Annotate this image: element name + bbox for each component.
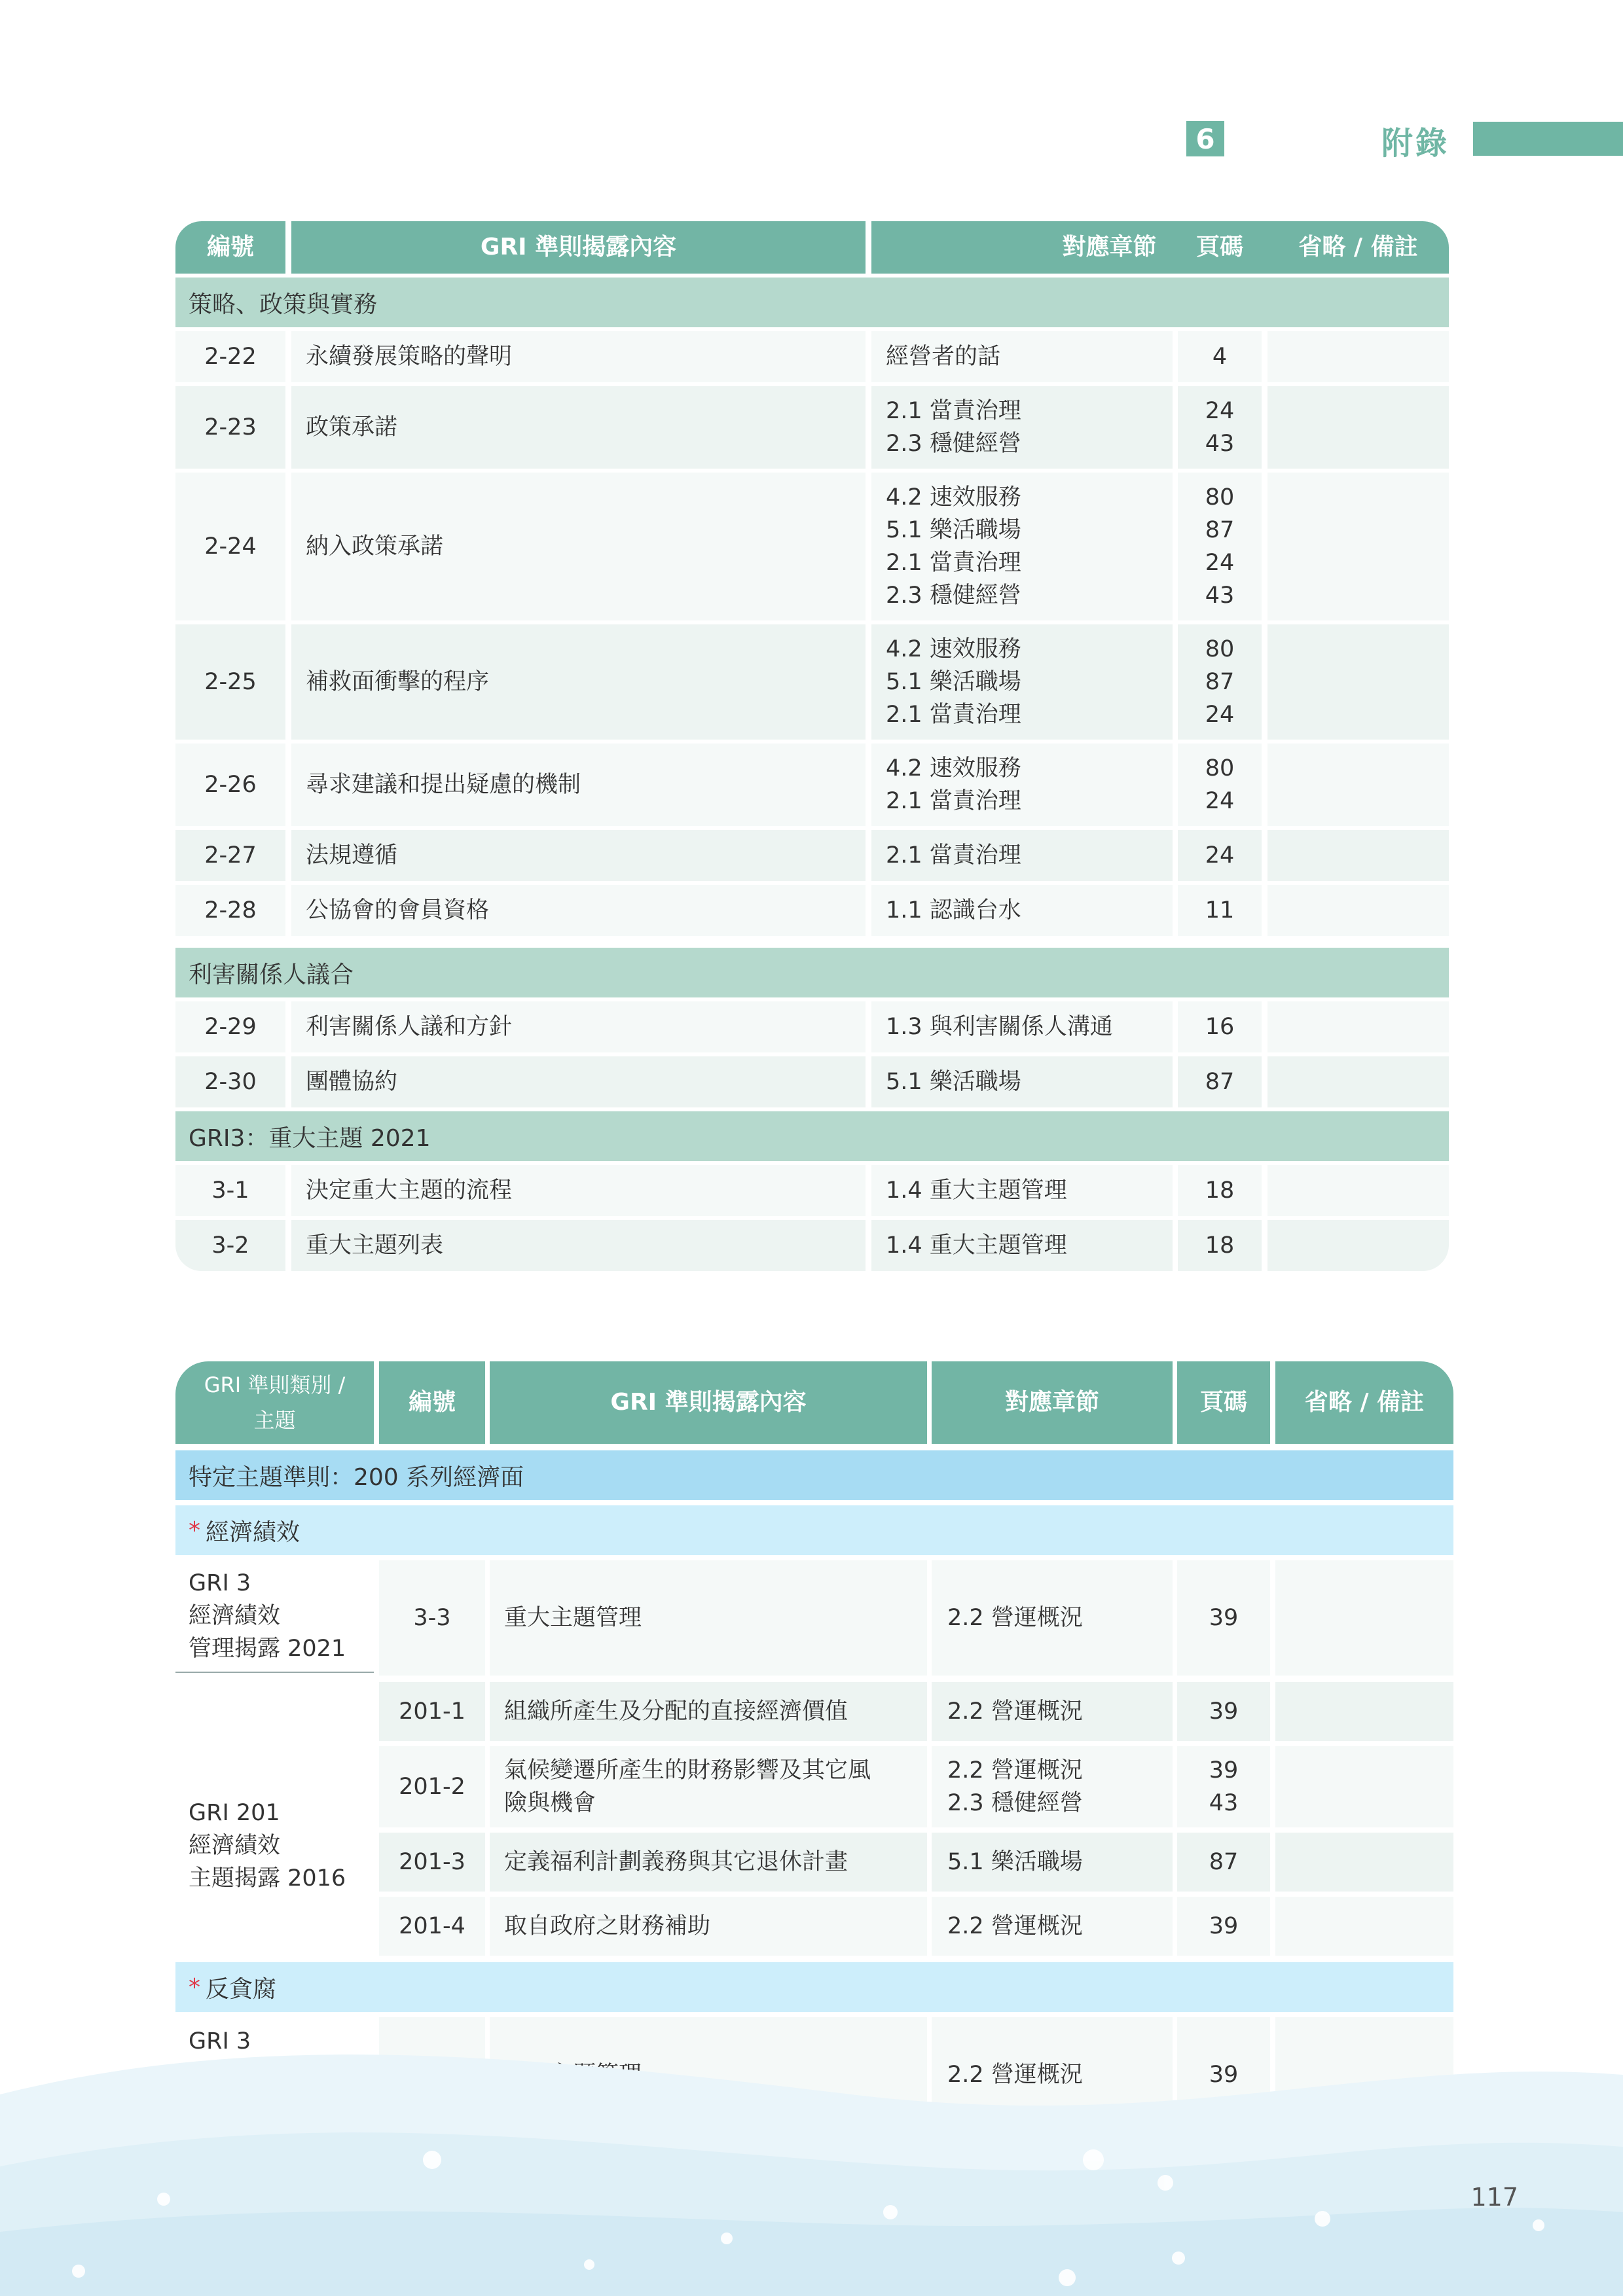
section-row <box>175 278 1449 327</box>
remark-cell <box>1267 624 1449 740</box>
decorative-wave-background <box>0 2016 1623 2296</box>
page-cell: 16 <box>1178 1001 1262 1052</box>
table-row <box>379 1682 1453 1741</box>
chapter-line: 2.1 當責治理 <box>886 702 1021 728</box>
section-row <box>175 1450 1453 1500</box>
chapter-cell: 5.1 樂活職場 <box>932 1833 1173 1892</box>
page-cell: 87 <box>1178 1056 1262 1107</box>
content-cell: 公協會的會員資格 <box>291 885 866 936</box>
content-line: 氣候變遷所產生的財務影響及其它風 <box>504 1757 871 1784</box>
page-line: 43 <box>1209 1790 1239 1816</box>
table-row <box>379 1833 1453 1892</box>
content-cell: 重大主題管理 <box>490 1560 927 1676</box>
subsection-title <box>175 1962 1453 2012</box>
chapter-cell: 1.1 認識台水 <box>871 885 1173 936</box>
gri-index-table-1 <box>175 221 1449 1273</box>
content-line: 險與機會 <box>504 1790 596 1816</box>
content-cell: 團體協約 <box>291 1056 866 1107</box>
page-line: 43 <box>1205 431 1235 457</box>
code-cell: 2-25 <box>175 624 285 740</box>
content-cell: 納入政策承諾 <box>291 473 866 620</box>
page-line: 24 <box>1205 550 1235 576</box>
content-cell: 取自政府之財務補助 <box>490 1897 927 1956</box>
code-cell: 2-28 <box>175 885 285 936</box>
chapter-cell: 經營者的話 <box>871 331 1173 382</box>
section-title: 策略、政策與實務 <box>175 278 1449 327</box>
remark-cell <box>1267 744 1449 826</box>
section-title: 特定主題準則：200 系列經濟面 <box>175 1450 1453 1500</box>
chapter-cell: 1.3 與利害關係人溝通 <box>871 1001 1173 1052</box>
subsection-row <box>175 1962 1453 2012</box>
material-topic-marker: * <box>189 1973 200 2001</box>
header-page: 頁碼 <box>1178 221 1262 274</box>
header-remark: 省略 / 備註 <box>1267 221 1449 274</box>
header-accent-bar <box>1473 122 1623 156</box>
table-row <box>175 1165 1449 1216</box>
page-line: 43 <box>1205 583 1235 609</box>
subsection-label: 反貪腐 <box>206 1975 277 2003</box>
remark-cell <box>1267 1056 1449 1107</box>
remark-cell <box>1267 386 1449 469</box>
content-cell: 定義福利計劃義務與其它退休計畫 <box>490 1833 927 1892</box>
chapter-line: 2.2 營運概況 <box>947 1757 1083 1784</box>
header-category <box>175 1361 374 1444</box>
chapter-line: 2.3 穩健經營 <box>886 583 1021 609</box>
page-cell: 87 <box>1177 1833 1270 1892</box>
chapter-cell <box>871 386 1173 469</box>
remark-cell <box>1275 1682 1453 1741</box>
remark-cell <box>1275 1897 1453 1956</box>
chapter-line: 4.2 速效服務 <box>886 636 1021 662</box>
header-code: 編號 <box>175 221 285 274</box>
page-line: 24 <box>1205 702 1235 728</box>
page-cell: 39 <box>1177 1897 1270 1956</box>
subsection-label: 經濟績效 <box>206 1518 301 1546</box>
chapter-cell: 1.4 重大主題管理 <box>871 1220 1173 1271</box>
code-cell: 201-3 <box>379 1833 485 1892</box>
chapter-cell: 2.2 營運概況 <box>932 2017 1173 2132</box>
header-category-line: GRI 準則類別 / <box>204 1372 346 1397</box>
remark-cell <box>1267 885 1449 936</box>
chapter-cell: 2.2 營運概況 <box>932 1560 1173 1676</box>
page-cell <box>1178 386 1262 469</box>
content-cell: 補救面衝擊的程序 <box>291 624 866 740</box>
page-cell: 18 <box>1178 1220 1262 1271</box>
category-line: 管理揭露 2021 <box>189 1636 346 1662</box>
chapter-cell: 2.1 當責治理 <box>871 830 1173 881</box>
table-header-row <box>175 1361 1453 1444</box>
chapter-title: 附錄 <box>1381 125 1450 162</box>
content-cell: 永續發展策略的聲明 <box>291 331 866 382</box>
code-cell: 2-23 <box>175 386 285 469</box>
remark-cell <box>1267 331 1449 382</box>
subsection-row <box>175 1505 1453 1555</box>
page-cell: 39 <box>1177 1560 1270 1676</box>
page-cell <box>1178 473 1262 620</box>
remark-cell <box>1275 1560 1453 1676</box>
chapter-cell <box>871 473 1173 620</box>
page-line: 87 <box>1205 517 1235 543</box>
code-cell: 201-1 <box>379 1682 485 1741</box>
category-line: 主題揭露 2016 <box>189 1865 346 1892</box>
section-title: 利害關係人議合 <box>175 948 1449 997</box>
remark-cell <box>1267 1220 1449 1271</box>
table-row <box>379 1897 1453 1956</box>
category-line: 經濟績效 <box>189 1833 281 1859</box>
chapter-line: 5.1 樂活職場 <box>886 669 1021 695</box>
section-row <box>175 948 1449 997</box>
code-cell: 3-2 <box>175 1220 285 1271</box>
remark-cell <box>1275 1833 1453 1892</box>
code-cell: 2-29 <box>175 1001 285 1052</box>
page-cell: 18 <box>1178 1165 1262 1216</box>
table-row <box>175 1220 1449 1271</box>
chapter-line: 4.2 速效服務 <box>886 755 1021 781</box>
remark-cell <box>1275 1746 1453 1827</box>
page-line: 24 <box>1205 788 1235 814</box>
code-cell: 2-24 <box>175 473 285 620</box>
page-line: 24 <box>1205 398 1235 424</box>
code-cell: 201-2 <box>379 1746 485 1827</box>
chapter-cell: 5.1 樂活職場 <box>871 1056 1173 1107</box>
chapter-line: 4.2 速效服務 <box>886 484 1021 511</box>
material-topic-marker: * <box>189 1516 200 1544</box>
chapter-line: 2.1 當責治理 <box>886 398 1021 424</box>
category-cell <box>175 1682 374 2009</box>
content-cell: 決定重大主題的流程 <box>291 1165 866 1216</box>
category-line: GRI 201 <box>189 1800 280 1826</box>
remark-cell <box>1267 830 1449 881</box>
chapter-line: 5.1 樂活職場 <box>886 517 1021 543</box>
page-line: 80 <box>1205 755 1235 781</box>
category-line: GRI 3 <box>189 2028 251 2054</box>
header-remark: 省略 / 備註 <box>1275 1361 1453 1444</box>
page-cell: 11 <box>1178 885 1262 936</box>
category-line: 經濟績效 <box>189 1603 281 1629</box>
content-cell: 政策承諾 <box>291 386 866 469</box>
category-line: GRI 3 <box>189 1570 251 1596</box>
table-row <box>175 331 1449 382</box>
chapter-cell: 2.2 營運概況 <box>932 1897 1173 1956</box>
code-cell: 2-27 <box>175 830 285 881</box>
chapter-cell: 1.4 重大主題管理 <box>871 1165 1173 1216</box>
chapter-cell <box>871 744 1173 826</box>
section-title: GRI3：重大主題 2021 <box>175 1111 1449 1161</box>
code-cell: 201-4 <box>379 1897 485 1956</box>
code-cell: 2-30 <box>175 1056 285 1107</box>
table-row <box>175 386 1449 469</box>
table-row <box>175 473 1449 620</box>
code-cell: 2-22 <box>175 331 285 382</box>
chapter-line: 2.1 當責治理 <box>886 550 1021 576</box>
table-row <box>175 1056 1449 1107</box>
header-code: 編號 <box>379 1361 485 1444</box>
page-line: 80 <box>1205 636 1235 662</box>
content-cell: 利害關係人議和方針 <box>291 1001 866 1052</box>
content-cell: 組織所產生及分配的直接經濟價值 <box>490 1682 927 1741</box>
remark-cell <box>1267 1165 1449 1216</box>
chapter-line: 2.1 當責治理 <box>886 788 1021 814</box>
chapter-line: 2.3 穩健經營 <box>947 1790 1083 1816</box>
header-content: GRI 準則揭露內容 <box>291 221 866 274</box>
page-number: 117 <box>1470 2183 1518 2212</box>
table-row <box>175 744 1449 826</box>
table-row <box>379 1560 1453 1676</box>
page-line: 87 <box>1205 669 1235 695</box>
page-cell <box>1178 744 1262 826</box>
content-cell: 重大主題列表 <box>291 1220 866 1271</box>
subsection-title <box>175 1505 1453 1555</box>
code-cell: 3-3 <box>379 1560 485 1676</box>
page-cell: 39 <box>1177 2017 1270 2132</box>
table-row <box>175 624 1449 740</box>
chapter-number: 6 <box>1186 121 1224 156</box>
content-cell: 尋求建議和提出疑慮的機制 <box>291 744 866 826</box>
page-cell: 39 <box>1177 1682 1270 1741</box>
page-cell <box>1177 1746 1270 1827</box>
header-category-line: 主題 <box>253 1408 296 1433</box>
chapter-cell: 2.2 營運概況 <box>932 1682 1173 1741</box>
code-cell: 2-26 <box>175 744 285 826</box>
header-content: GRI 準則揭露內容 <box>490 1361 927 1444</box>
content-cell <box>490 1746 927 1827</box>
chapter-line: 2.3 穩健經營 <box>886 431 1021 457</box>
page-cell: 24 <box>1178 830 1262 881</box>
page-line: 39 <box>1209 1757 1239 1784</box>
code-cell: 3-1 <box>175 1165 285 1216</box>
page-cell: 4 <box>1178 331 1262 382</box>
table-row <box>379 1746 1453 1827</box>
content-cell: 法規遵循 <box>291 830 866 881</box>
header-chapter: 對應章節 <box>871 221 1347 274</box>
table-row <box>175 1001 1449 1052</box>
page-line: 80 <box>1205 484 1235 511</box>
table-row <box>175 885 1449 936</box>
chapter-cell <box>871 624 1173 740</box>
category-cell <box>175 1560 374 1673</box>
header-chapter: 對應章節 <box>932 1361 1173 1444</box>
remark-cell <box>1267 473 1449 620</box>
table-row <box>175 830 1449 881</box>
header-page: 頁碼 <box>1177 1361 1270 1444</box>
remark-cell <box>1267 1001 1449 1052</box>
section-row <box>175 1111 1449 1161</box>
table-header-row <box>175 221 1449 274</box>
page-cell <box>1178 624 1262 740</box>
chapter-cell <box>932 1746 1173 1827</box>
